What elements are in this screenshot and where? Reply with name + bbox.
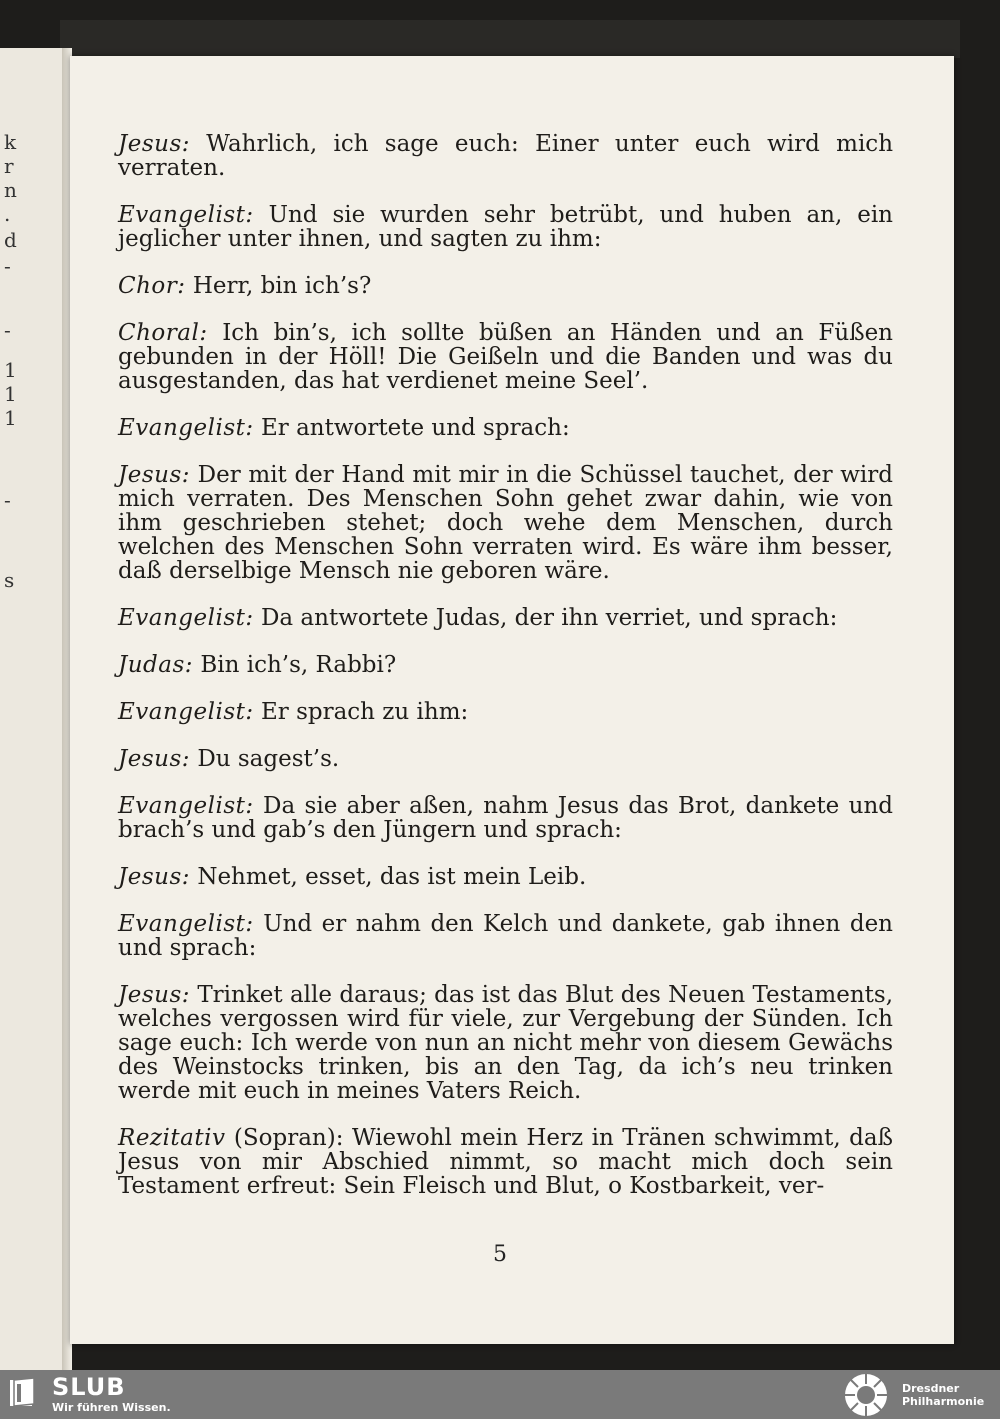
paragraph-evangelist <box>118 416 893 440</box>
paragraph-text: Und er nahm den Kelch und dankete, gab ihnen den und sprach: <box>118 911 893 961</box>
dp-name-line2: Philharmonie <box>902 1395 985 1408</box>
speaker-label: Jesus: <box>118 131 190 157</box>
paragraph-text: Da antwortete Judas, der ihn verriet, und sprach: <box>260 605 838 631</box>
left-page-fragment: - <box>4 488 11 512</box>
left-page-fragment: 1 <box>4 382 17 406</box>
paragraph-jesus <box>118 747 893 771</box>
left-page-fragment: 1 <box>4 406 17 430</box>
paragraph-choral <box>118 321 893 393</box>
paragraph-jesus <box>118 865 893 889</box>
libretto-text <box>118 132 893 1221</box>
page-number: 5 <box>493 1242 507 1267</box>
paragraph-evangelist <box>118 794 893 842</box>
footer-bar <box>0 1370 1000 1419</box>
paragraph-text: Wiewohl mein Herz in Tränen schwimmt, daß Jesus von mir Abschied nimmt, so macht mich doch sein Testament erfreut: Sein Fleisch und Blut, o Kostbarkeit, ver- <box>118 1125 893 1199</box>
paragraph-text: Bin ich’s, Rabbi? <box>200 652 397 678</box>
left-page-fragment: - <box>4 318 11 342</box>
paragraph-text: Der mit der Hand mit mir in die Schüssel tauchet, der wird mich verraten. Des Menschen Sohn gehet zwar dahin, wie von ihm geschrieben stehet; doch wehe dem Menschen, durch welchen des Menschen Sohn verraten wird. Es wäre ihm besser, daß derselbige Mensch nie geboren wäre. <box>118 462 894 584</box>
speaker-label: Jesus: <box>118 864 190 890</box>
left-page-fragment: d <box>4 228 17 252</box>
speaker-label: Choral: <box>118 320 208 346</box>
paragraph-text: Er sprach zu ihm: <box>260 699 469 725</box>
left-page-fragment: k <box>4 130 17 154</box>
speaker-label: Jesus: <box>118 982 190 1008</box>
paragraph-text: Trinket alle daraus; das ist das Blut des Neuen Testaments, welches vergossen wird für viele, zur Vergebung der Sünden. Ich sage euch: Ich werde von nun an nicht mehr von diesem Gewächs des Weinstocks trinken, bis an den Tag, da ich’s neu trinken werde mit euch in meines Vaters Reich. <box>118 982 893 1104</box>
paragraph-jesus <box>118 463 893 583</box>
slub-tagline: Wir führen Wissen. <box>52 1401 171 1414</box>
paragraph-text: Er antwortete und sprach: <box>260 415 570 441</box>
slub-logo-icon[interactable] <box>8 1376 40 1408</box>
left-page-fragment: n <box>4 178 17 202</box>
speaker-label: Jesus: <box>118 462 190 488</box>
speaker-label: Evangelist: <box>118 605 254 631</box>
paragraph-judas <box>118 653 893 677</box>
left-page-edge <box>0 48 66 1370</box>
left-page-fragment: r <box>4 154 14 178</box>
paragraph-text: Wahrlich, ich sage euch: Einer unter euch wird mich verraten. <box>118 131 894 181</box>
speaker-label: Evangelist: <box>118 699 254 725</box>
paragraph-text: Herr, bin ich’s? <box>192 273 372 299</box>
left-page-fragment: 1 <box>4 358 17 382</box>
paragraph-text: Da sie aber aßen, nahm Jesus das Brot, dankete und brach’s und gab’s den Jüngern und sprach: <box>118 793 894 843</box>
paragraph-text: Du sagest’s. <box>197 746 340 772</box>
paragraph-text: Nehmet, esset, das ist mein Leib. <box>197 864 587 890</box>
speaker-label: Evangelist: <box>118 202 254 228</box>
speaker-label: Evangelist: <box>118 911 254 937</box>
paragraph-evangelist <box>118 700 893 724</box>
dp-name-line1: Dresdner <box>902 1382 960 1395</box>
voice-label: (Sopran): <box>233 1125 344 1151</box>
speaker-label: Evangelist: <box>118 793 254 819</box>
left-page-fragment: - <box>4 254 11 278</box>
paragraph-evangelist <box>118 203 893 251</box>
paragraph-evangelist <box>118 606 893 630</box>
dresdner-philharmonie-name[interactable] <box>902 1382 984 1408</box>
speaker-label: Rezitativ <box>118 1125 226 1151</box>
paragraph-text: Ich bin’s, ich sollte büßen an Händen und an Füßen gebunden in der Höll! Die Geißeln und die Banden und was du ausgestanden, das hat verdienet meine Seel’. <box>118 320 893 394</box>
speaker-label: Chor: <box>118 273 186 299</box>
left-page-fragment: . <box>4 202 11 226</box>
paragraph-rezitativ <box>118 1126 893 1198</box>
slub-name[interactable]: SLUB <box>52 1373 126 1401</box>
paragraph-jesus <box>118 132 893 180</box>
paragraph-text: Und sie wurden sehr betrübt, und huben an, ein jeglicher unter ihnen, und sagten zu ihm: <box>118 202 893 252</box>
speaker-label: Judas: <box>118 652 194 678</box>
left-page-fragment: s <box>4 568 15 592</box>
speaker-label: Evangelist: <box>118 415 254 441</box>
dresdner-philharmonie-logo-icon[interactable] <box>842 1372 890 1418</box>
paragraph-chor <box>118 274 893 298</box>
paragraph-evangelist <box>118 912 893 960</box>
paragraph-jesus <box>118 983 893 1103</box>
speaker-label: Jesus: <box>118 746 190 772</box>
scan-top-edge <box>60 20 960 58</box>
